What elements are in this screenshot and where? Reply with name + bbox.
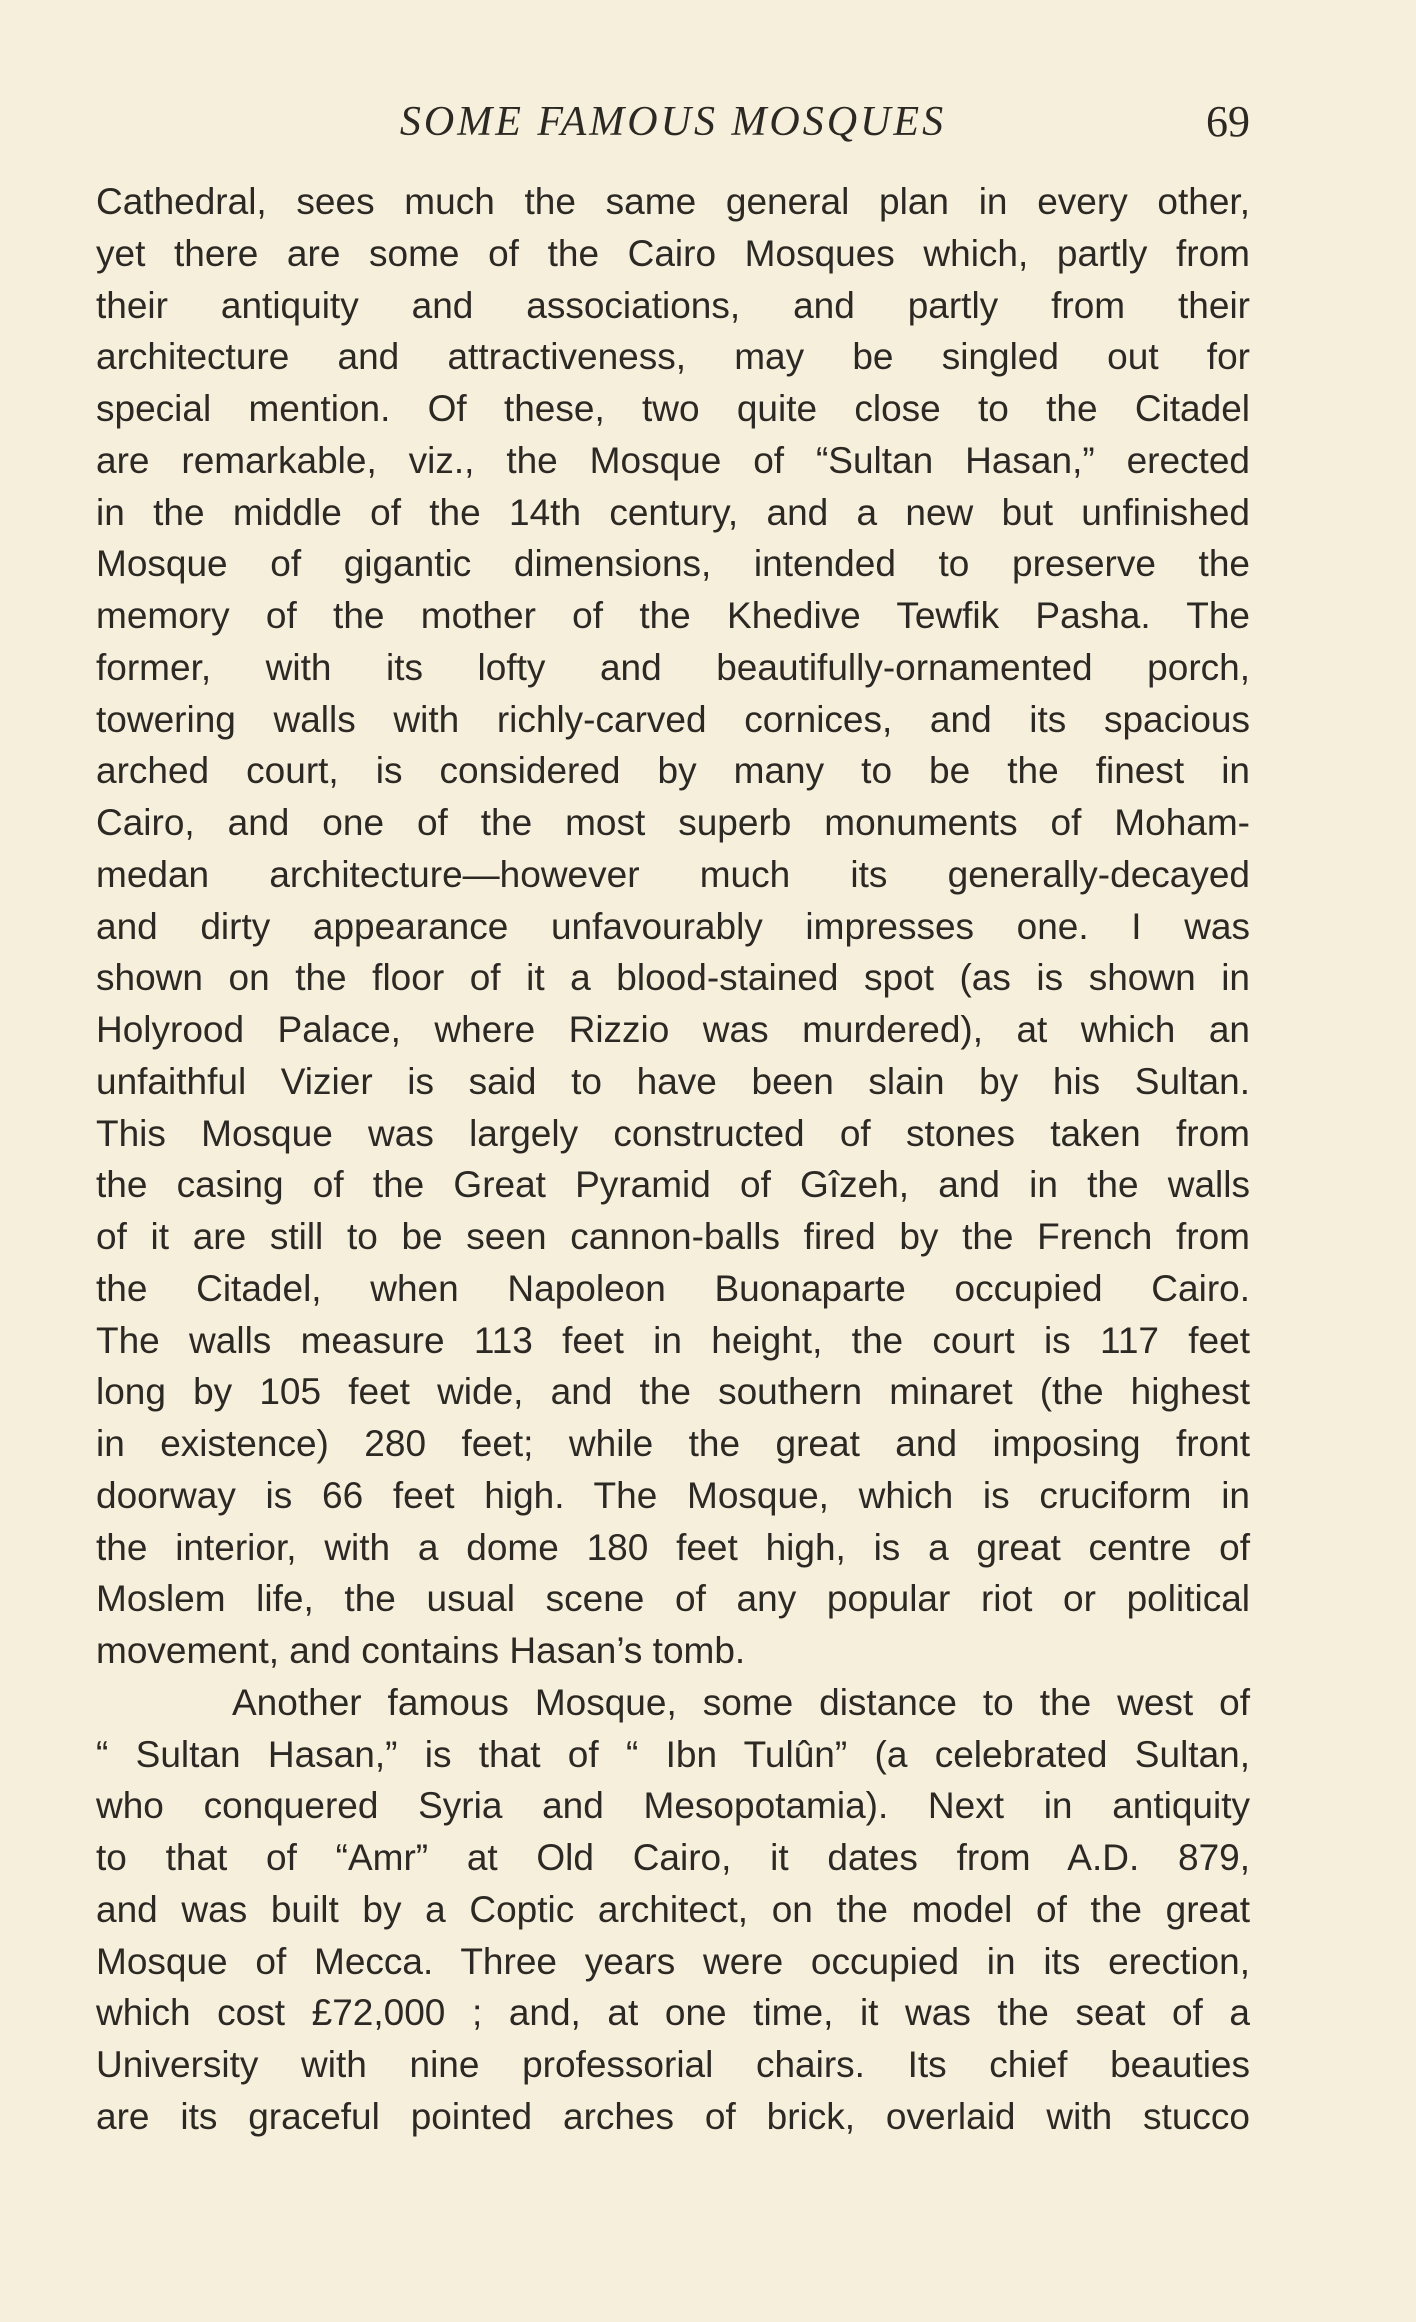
text-line: their antiquity and associations, and partly from their <box>96 284 1250 326</box>
text-line: are remarkable, viz., the Mosque of “Sultan Hasan,” erected <box>96 439 1250 481</box>
text-line: to that of “Amr” at Old Cairo, it dates from A.D. 879, <box>96 1837 1250 1878</box>
text-line: medan architecture—however much its generally-decayed <box>96 853 1250 895</box>
text-line: “ Sultan Hasan,” is that of “ Ibn Tulûn” (a celebrated Sultan, <box>96 1733 1250 1775</box>
text-line: special mention. Of these, two quite close to the Citadel <box>96 388 1250 429</box>
text-line: Moslem life, the usual scene of any popular riot or political <box>96 1578 1250 1620</box>
text-line: in existence) 280 feet; while the great and imposing front <box>96 1423 1250 1464</box>
text-line: are its graceful pointed arches of brick, overlaid with stucco <box>96 2095 1250 2137</box>
body-text <box>96 176 1250 2143</box>
text-line: arched court, is considered by many to be the finest in <box>96 750 1250 792</box>
paragraph-start-line: Another famous Mosque, some distance to the west of <box>232 1681 1250 1723</box>
text-line: Mosque of Mecca. Three years were occupied in its erection, <box>96 1940 1250 1982</box>
text-line: of it are still to be seen cannon-balls fired by the French from <box>96 1216 1250 1257</box>
text-line: which cost £72,000 ; and, at one time, it was the seat of a <box>96 1992 1250 2034</box>
text-line: in the middle of the 14th century, and a new but unfinished <box>96 491 1250 533</box>
text-line: the Citadel, when Napoleon Buonaparte occupied Cairo. <box>96 1267 1250 1309</box>
page-number: 69 <box>1206 97 1250 146</box>
running-head <box>96 92 1250 152</box>
text-line: long by 105 feet wide, and the southern minaret (the highest <box>96 1371 1250 1413</box>
text-line: memory of the mother of the Khedive Tewfik Pasha. The <box>96 595 1250 636</box>
text-line: and dirty appearance unfavourably impresses one. I was <box>96 905 1250 947</box>
text-line: Mosque of gigantic dimensions, intended to preserve the <box>96 543 1250 585</box>
text-line: doorway is 66 feet high. The Mosque, which is cruciform in <box>96 1474 1250 1516</box>
text-line: University with nine professorial chairs. Its chief beauties <box>96 2044 1250 2085</box>
text-line: who conquered Syria and Mesopotamia). Next in antiquity <box>96 1785 1250 1827</box>
text-line: unfaithful Vizier is said to have been slain by his Sultan. <box>96 1060 1250 1102</box>
text-line: former, with its lofty and beautifully-ornamented porch, <box>96 646 1250 688</box>
text-line: yet there are some of the Cairo Mosques which, partly from <box>96 232 1250 274</box>
text-line: Holyrood Palace, where Rizzio was murdered), at which an <box>96 1009 1250 1050</box>
text-line: and was built by a Coptic architect, on the model of the great <box>96 1888 1250 1930</box>
text-line: the interior, with a dome 180 feet high, is a great centre of <box>96 1526 1250 1568</box>
text-line: This Mosque was largely constructed of stones taken from <box>96 1112 1250 1154</box>
text-line: architecture and attractiveness, may be singled out for <box>96 336 1250 378</box>
text-line: The walls measure 113 feet in height, the court is 117 feet <box>96 1319 1250 1361</box>
paragraph-end-line: movement, and contains Hasan’s tomb. <box>96 1630 746 1671</box>
text-line: Cairo, and one of the most superb monuments of Moham- <box>96 802 1250 843</box>
text-line: the casing of the Great Pyramid of Gîzeh, and in the walls <box>96 1164 1250 1206</box>
text-line: Cathedral, sees much the same general plan in every other, <box>96 181 1250 222</box>
text-line: towering walls with richly-carved cornices, and its spacious <box>96 698 1250 740</box>
text-line: shown on the floor of it a blood-stained spot (as is shown in <box>96 957 1250 999</box>
running-title: SOME FAMOUS MOSQUES <box>399 99 947 145</box>
